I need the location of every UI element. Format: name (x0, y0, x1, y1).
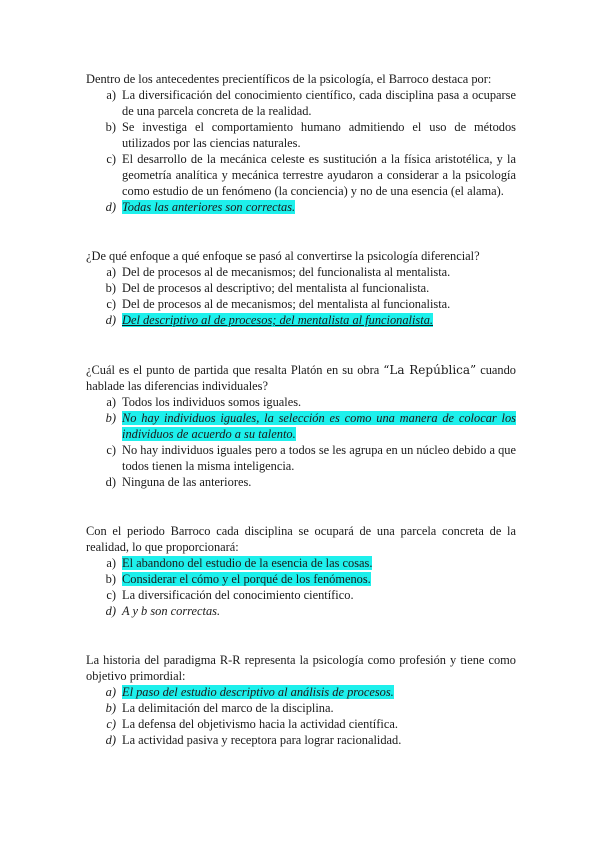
option-label: c) (106, 717, 116, 731)
stem-text: ¿Cuál es el punto de partida que resalta Platón en su obra (86, 363, 384, 377)
option-text: Se investiga el comportamiento humano admitiendo el uso de métodos utilizados por las ciencias naturales. (122, 120, 516, 150)
option-label: c) (106, 588, 116, 602)
option-label: a) (106, 556, 116, 570)
option-label: a) (106, 88, 116, 102)
option-text: Del de procesos al de mecanismos; del funcionalista al mentalista. (122, 265, 451, 279)
option-label: c) (106, 152, 116, 166)
highlighted-answer: Considerar el cómo y el porqué de los fenómenos. (122, 572, 371, 586)
question-stem: La historia del paradigma R-R representa la psicología como profesión y tiene como objetivo primordial: (86, 653, 516, 683)
option-d (86, 312, 516, 328)
option-text: La actividad pasiva y receptora para lograr racionalidad. (122, 733, 402, 747)
options-list (86, 87, 516, 215)
option-label: b) (105, 701, 116, 715)
option-label: d) (105, 604, 116, 618)
option-text: La diversificación del conocimiento científico. (122, 588, 354, 602)
option-b (86, 280, 516, 296)
option-text: Del de procesos al descriptivo; del mentalista al funcionalista. (122, 281, 430, 295)
highlighted-answer: El abandono del estudio de la esencia de las cosas. (122, 556, 373, 570)
option-d (86, 199, 516, 215)
question-stem: Dentro de los antecedentes precientíficos de la psicología, el Barroco destaca por: (86, 72, 492, 86)
option-label: d) (105, 200, 116, 214)
book-title: “La República” (383, 363, 477, 377)
question-stem (86, 362, 516, 394)
option-text: Del de procesos al de mecanismos; del mentalista al funcionalista. (122, 297, 451, 311)
option-label: d) (105, 313, 116, 327)
options-list (86, 264, 516, 328)
option-a (86, 264, 516, 280)
option-d (86, 474, 516, 490)
option-label: a) (105, 685, 116, 699)
highlighted-answer: Todas las anteriores son correctas. (122, 200, 296, 214)
option-a (86, 394, 516, 410)
question-4 (86, 523, 516, 619)
option-text: La defensa del objetivismo hacia la actividad científica. (122, 717, 398, 731)
options-list (86, 394, 516, 490)
option-b (86, 119, 516, 151)
option-label: c) (106, 297, 116, 311)
option-label: d) (105, 733, 116, 747)
question-2 (86, 248, 516, 328)
option-label: b) (105, 411, 116, 425)
question-5 (86, 652, 516, 748)
option-text: El desarrollo de la mecánica celeste es sustitución a la física aristotélica, y la geometría analítica y mecánica terrestre ayudaron a considerar a la psicología como estudio de un fenómeno (la conciencia) y no de una esencia (el alama). (122, 152, 516, 198)
option-label: c) (106, 443, 116, 457)
option-label: b) (105, 572, 116, 586)
option-label: a) (106, 395, 116, 409)
option-text: Ninguna de las anteriores. (122, 475, 252, 489)
highlighted-answer: Del descriptivo al de procesos; del mentalista al funcionalista. (122, 313, 433, 327)
option-text: No hay individuos iguales pero a todos se les agrupa en un núcleo debido a que todos tienen la misma inteligencia. (122, 443, 516, 473)
question-3 (86, 362, 516, 490)
option-text: La delimitación del marco de la disciplina. (122, 701, 334, 715)
option-label: b) (105, 120, 116, 134)
question-stem: Con el periodo Barroco cada disciplina se ocupará de una parcela concreta de la realidad, lo que proporcionará: (86, 524, 516, 554)
option-c (86, 296, 516, 312)
stem-text: cuando hablade las diferencias individuales? (86, 363, 516, 393)
option-d (86, 732, 516, 748)
option-b (86, 410, 516, 442)
option-label: a) (106, 265, 116, 279)
question-stem: ¿De qué enfoque a qué enfoque se pasó al convertirse la psicología diferencial? (86, 249, 480, 263)
option-text: Todos los individuos somos iguales. (122, 395, 302, 409)
option-a (86, 684, 516, 700)
highlighted-answer: El paso del estudio descriptivo al análisis de procesos. (122, 685, 394, 699)
option-b (86, 700, 516, 716)
highlighted-answer: No hay individuos iguales, la selección es como una manera de colocar los individuos de acuerdo a su talento. (122, 411, 516, 441)
option-label: b) (105, 281, 116, 295)
option-c (86, 151, 516, 199)
option-b (86, 571, 516, 587)
option-a (86, 87, 516, 119)
option-a (86, 555, 516, 571)
option-text: A y b son correctas. (122, 604, 221, 618)
option-text: La diversificación del conocimiento científico, cada disciplina pasa a ocuparse de una parcela concreta de la realidad. (122, 88, 516, 118)
option-c (86, 442, 516, 474)
option-label: d) (105, 475, 116, 489)
options-list (86, 555, 516, 619)
question-1 (86, 71, 516, 215)
options-list (86, 684, 516, 748)
option-d (86, 603, 516, 619)
option-c (86, 587, 516, 603)
option-c (86, 716, 516, 732)
